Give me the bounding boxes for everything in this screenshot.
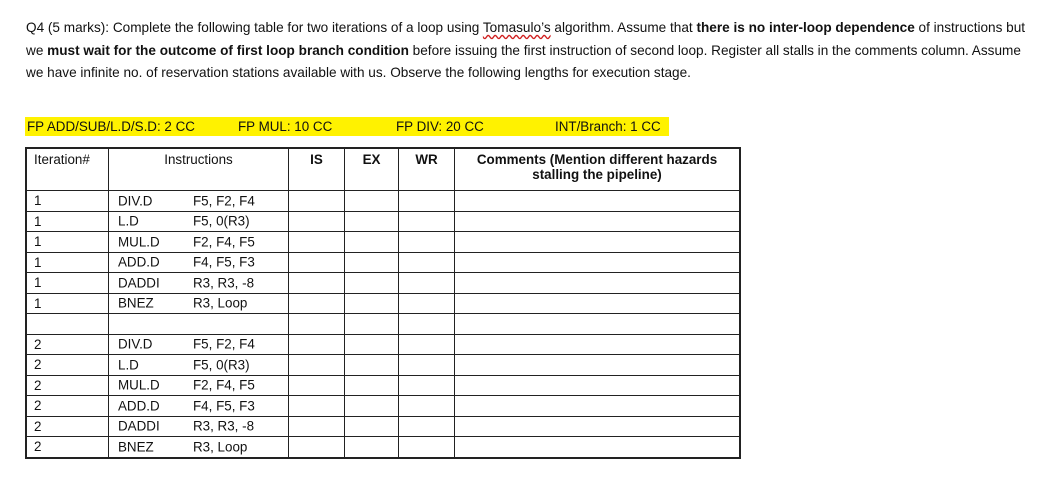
iteration-cell: 2 [27, 396, 109, 417]
table-row [27, 355, 740, 376]
table-row [27, 396, 740, 417]
wr-cell[interactable] [399, 334, 455, 355]
is-cell[interactable] [289, 396, 345, 417]
table-header-row [27, 149, 740, 191]
table-row [27, 334, 740, 355]
operands: R3, R3, -8 [193, 418, 255, 434]
table-row [27, 416, 740, 437]
iteration-cell: 2 [27, 437, 109, 458]
question-bold-1: there is no inter-loop dependence [696, 20, 915, 35]
wr-cell[interactable] [399, 252, 455, 273]
table-row [27, 437, 740, 458]
ex-cell[interactable] [345, 211, 399, 232]
header-instructions: Instructions [109, 149, 289, 191]
instruction-cell [109, 396, 289, 417]
opcode: MUL.D [118, 377, 160, 393]
instruction-cell [109, 355, 289, 376]
instruction-cell [109, 211, 289, 232]
instruction-cell [109, 375, 289, 396]
question-part-2: algorithm. Assume that [550, 20, 697, 35]
table-row [27, 375, 740, 396]
ex-cell[interactable] [345, 293, 399, 314]
ex-cell[interactable] [345, 437, 399, 458]
table-row [27, 211, 740, 232]
is-cell[interactable] [289, 375, 345, 396]
iteration-cell: 1 [27, 191, 109, 212]
operands: R3, Loop [193, 439, 248, 455]
iteration-cell: 1 [27, 252, 109, 273]
ex-cell[interactable] [345, 416, 399, 437]
instruction-cell [109, 191, 289, 212]
ex-cell[interactable] [345, 252, 399, 273]
operands: F2, F4, F5 [193, 234, 255, 250]
operands: R3, R3, -8 [193, 275, 255, 291]
comments-cell[interactable] [455, 396, 740, 417]
wr-cell[interactable] [399, 232, 455, 253]
operands: F5, 0(R3) [193, 213, 250, 229]
instruction-cell [109, 293, 289, 314]
comments-cell[interactable] [455, 232, 740, 253]
is-cell[interactable] [289, 273, 345, 294]
instruction-cell [109, 437, 289, 458]
wr-cell[interactable] [399, 437, 455, 458]
latency-highlight-bar [25, 117, 669, 136]
ex-cell[interactable] [345, 355, 399, 376]
is-cell[interactable] [289, 232, 345, 253]
ex-cell[interactable] [345, 232, 399, 253]
latency-fp-div: FP DIV: 20 CC [396, 119, 484, 134]
is-cell[interactable] [289, 211, 345, 232]
is-cell[interactable] [289, 355, 345, 376]
table-row [27, 232, 740, 253]
comments-cell[interactable] [455, 252, 740, 273]
table-row [27, 314, 740, 335]
latency-int-branch: INT/Branch: 1 CC [555, 119, 661, 134]
opcode: DIV.D [118, 336, 153, 352]
header-iteration: Iteration# [27, 149, 109, 191]
is-cell[interactable] [289, 416, 345, 437]
wr-cell[interactable] [399, 293, 455, 314]
opcode: L.D [118, 213, 139, 229]
iteration-cell: 1 [27, 232, 109, 253]
comments-cell[interactable] [455, 355, 740, 376]
table-row [27, 191, 740, 212]
opcode: MUL.D [118, 234, 160, 250]
is-cell[interactable] [289, 293, 345, 314]
header-ex: EX [345, 149, 399, 191]
wr-cell[interactable] [399, 355, 455, 376]
opcode: ADD.D [118, 254, 160, 270]
comments-cell[interactable] [455, 211, 740, 232]
is-cell[interactable] [289, 314, 345, 335]
ex-cell[interactable] [345, 396, 399, 417]
opcode: L.D [118, 357, 139, 373]
iteration-cell: 1 [27, 293, 109, 314]
table-row [27, 273, 740, 294]
comments-cell[interactable] [455, 314, 740, 335]
header-wr: WR [399, 149, 455, 191]
latency-fp-add: FP ADD/SUB/L.D/S.D: 2 CC [27, 119, 195, 134]
iteration-cell [27, 314, 109, 335]
table-row [27, 252, 740, 273]
opcode: DADDI [118, 418, 160, 434]
iteration-cell: 1 [27, 211, 109, 232]
operands: F2, F4, F5 [193, 377, 255, 393]
wr-cell[interactable] [399, 191, 455, 212]
question-text [26, 17, 1036, 85]
instruction-cell [109, 334, 289, 355]
latency-fp-mul: FP MUL: 10 CC [238, 119, 333, 134]
wr-cell[interactable] [399, 416, 455, 437]
ex-cell[interactable] [345, 314, 399, 335]
ex-cell[interactable] [345, 375, 399, 396]
tomasulo-table [26, 148, 740, 458]
instruction-cell [109, 252, 289, 273]
header-comments: Comments (Mention different hazards stalling the pipeline) [455, 149, 740, 191]
opcode: DIV.D [118, 193, 153, 209]
wr-cell[interactable] [399, 396, 455, 417]
wr-cell[interactable] [399, 273, 455, 294]
question-bold-2: must wait for the outcome of first loop branch condition [47, 42, 409, 58]
iteration-cell: 2 [27, 416, 109, 437]
wr-cell[interactable] [399, 375, 455, 396]
instruction-cell [109, 273, 289, 294]
wr-cell[interactable] [399, 211, 455, 232]
iteration-cell: 1 [27, 273, 109, 294]
is-cell[interactable] [289, 191, 345, 212]
question-prefix: Q4 (5 marks): Complete the following table for two iterations of a loop using [26, 20, 483, 35]
iteration-cell: 2 [27, 334, 109, 355]
operands: R3, Loop [193, 295, 248, 311]
is-cell[interactable] [289, 334, 345, 355]
comments-cell[interactable] [455, 437, 740, 458]
operands: F5, F2, F4 [193, 193, 255, 209]
is-cell[interactable] [289, 252, 345, 273]
algorithm-name: Tomasulo’s [482, 20, 551, 35]
opcode: BNEZ [118, 295, 154, 311]
comments-cell[interactable] [455, 293, 740, 314]
comments-cell[interactable] [455, 334, 740, 355]
ex-cell[interactable] [345, 273, 399, 294]
opcode: ADD.D [118, 398, 160, 414]
operands: F4, F5, F3 [193, 254, 255, 270]
opcode: BNEZ [118, 439, 154, 455]
is-cell[interactable] [289, 437, 345, 458]
wr-cell[interactable] [399, 314, 455, 335]
comments-cell[interactable] [455, 191, 740, 212]
question-part-3: of instructions but we [26, 20, 1026, 58]
ex-cell[interactable] [345, 334, 399, 355]
comments-cell[interactable] [455, 375, 740, 396]
comments-cell[interactable] [455, 273, 740, 294]
table-row [27, 293, 740, 314]
iteration-cell: 2 [27, 355, 109, 376]
operands: F5, F2, F4 [193, 336, 255, 352]
iteration-cell: 2 [27, 375, 109, 396]
opcode: DADDI [118, 275, 160, 291]
operands: F5, 0(R3) [193, 357, 250, 373]
instruction-cell [109, 314, 289, 335]
operands: F4, F5, F3 [193, 398, 255, 414]
instruction-cell [109, 416, 289, 437]
comments-cell[interactable] [455, 416, 740, 437]
question-part-4: before issuing the first instruction of second loop. Register all stalls in the comments column. Assume we have infinite no. of reservation stations available with us. Observe the following lengths for execution stage. [26, 42, 1021, 81]
ex-cell[interactable] [345, 191, 399, 212]
instruction-cell [109, 232, 289, 253]
header-is: IS [289, 149, 345, 191]
